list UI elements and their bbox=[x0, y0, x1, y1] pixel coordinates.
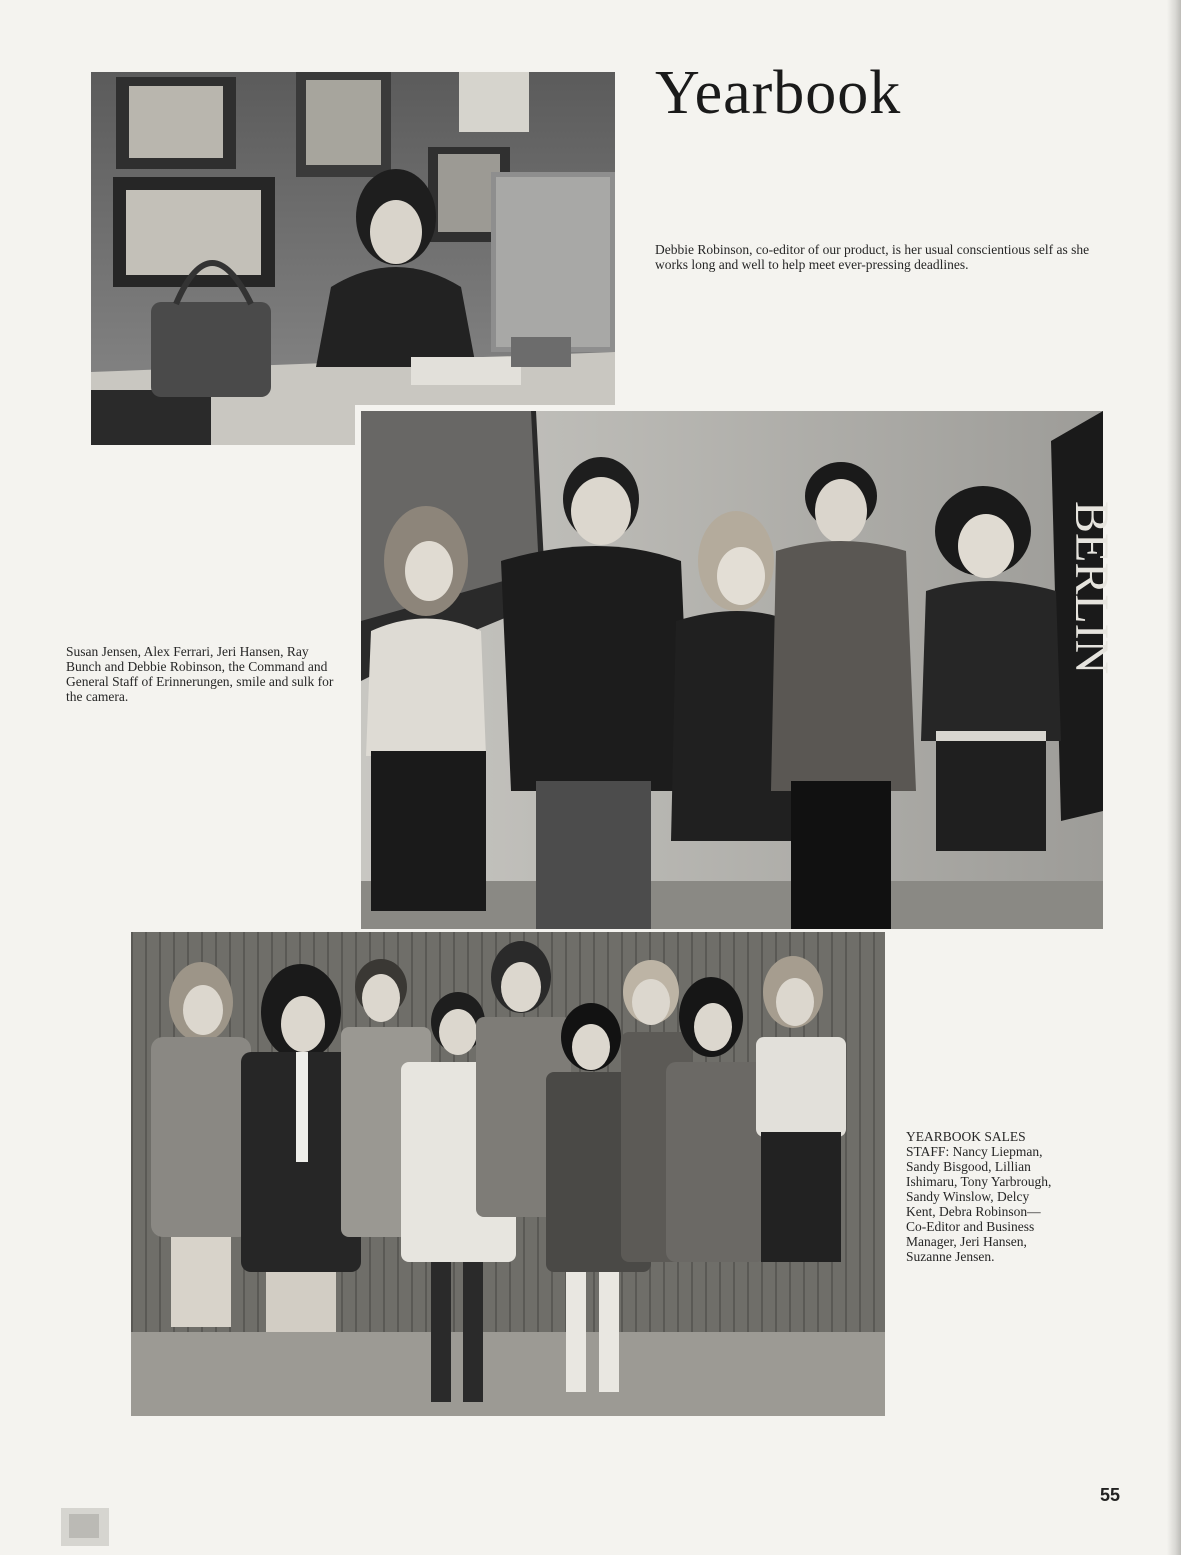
photo-sales-staff bbox=[131, 932, 885, 1416]
banner-text: BERLIN bbox=[1065, 501, 1118, 675]
page-edge bbox=[1167, 0, 1181, 1555]
page-title: Yearbook bbox=[655, 59, 902, 127]
corner-smudge-mark bbox=[55, 1500, 117, 1550]
photo-editor-at-desk bbox=[91, 72, 615, 445]
caption-editor-at-desk: Debbie Robinson, co-editor of our product, is her usual conscientious self as she works long and well to help meet ever-pressing deadlines. bbox=[655, 241, 1090, 272]
caption-sales-staff: YEARBOOK SALES STAFF: Nancy Liepman, Sandy Bisgood, Lillian Ishimaru, Tony Yarbrough, Sandy Winslow, Delcy Kent, Debra Robinson—Co-Editor and Business Manager, Jeri Hansen, Suzanne Jensen. bbox=[906, 1128, 1052, 1264]
caption-command-staff: Susan Jensen, Alex Ferrari, Jeri Hansen, Ray Bunch and Debbie Robinson, the Command and General Staff of Erinnerungen, smile and sulk for the camera. bbox=[66, 643, 334, 704]
photo-command-staff bbox=[355, 405, 1118, 929]
page-number: 55 bbox=[1100, 1485, 1121, 1505]
